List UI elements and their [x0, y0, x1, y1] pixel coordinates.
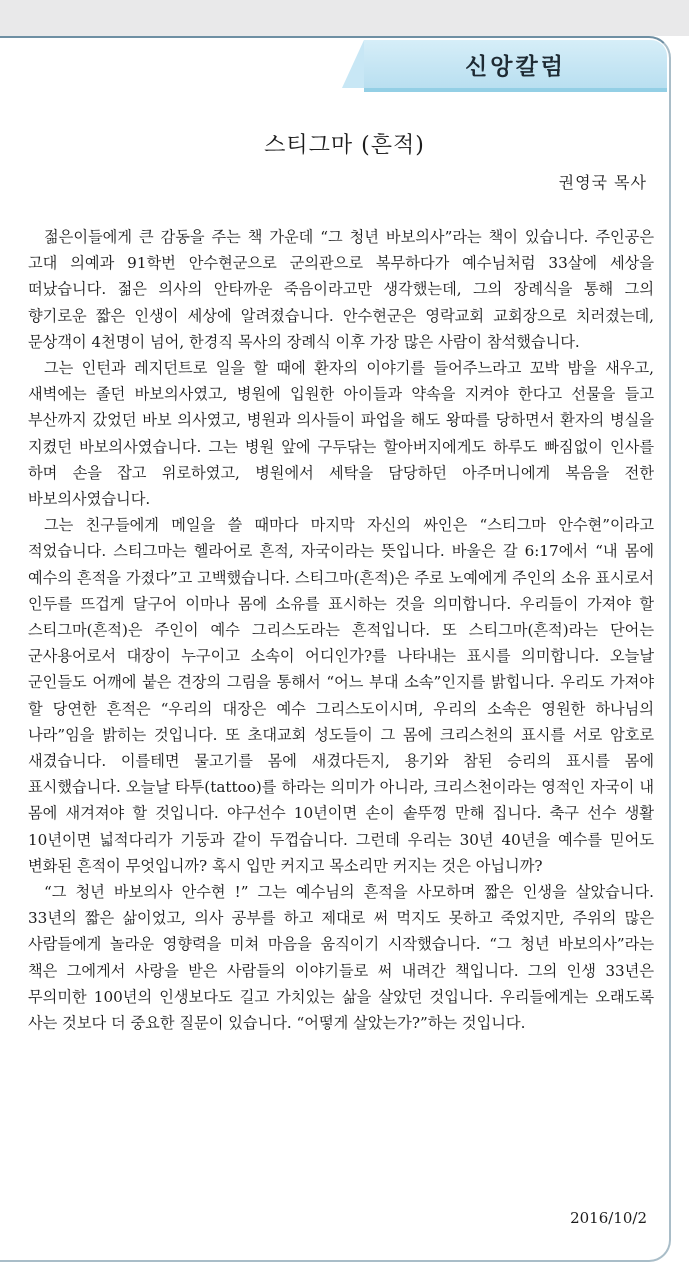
paragraph-1: 젊은이들에게 큰 감동을 주는 책 가운데 “그 청년 바보의사”라는 책이 있습니다. 주인공은 고대 의예과 91학번 안수현군으로 군의관으로 복무하다가 예수님처럼 33살에 세상을 떠났습니다. 젊은 의사의 안타까운 죽음이라고만 생각했는데, 그의 장례식을 통해 그의 향기로운 짧은 인생이 세상에 알려졌습니다. 안수현군은 영락교회 교회장으로 치러졌는데, 문상객이 4천명이 넘어, 한경직 목사의 장례식 이후 가장 많은 사람이 참석했습니다. [28, 228, 654, 351]
article-body [28, 224, 654, 1036]
paragraph-4: “그 청년 바보의사 안수현 !” 그는 예수님의 흔적을 사모하며 짧은 인생을 살았습니다. 33년의 짧은 삶이었고, 의사 공부를 하고 제대로 써 먹지도 못하고 죽었지만, 주위의 많은 사람들에게 놀라운 영향력을 미쳐 마음을 움직이기 시작했습니다. “그 청년 바보의사”라는 책은 그에게서 사랑을 받은 사람들의 이야기들로 써 내려간 책입니다. 그의 인생 33년은 무의미한 100년의 인생보다도 길고 가치있는 삶을 살았던 것입니다. 우리들에게는 오래도록 사는 것보다 더 중요한 질문이 있습니다. “어떻게 살았는가?”하는 것입니다. [28, 883, 654, 1033]
paragraph-2: 그는 인턴과 레지던트로 일을 할 때에 환자의 이야기를 들어주느라고 꼬박 밤을 새우고, 새벽에는 졸던 바보의사였고, 병원에 입원한 아이들과 약속을 지켜야 한다고 선물을 들고 부산까지 갔었던 바보 의사였고, 병원과 의사들이 파업을 해도 왕따를 당하면서 환자의 병실을 지켰던 바보의사였습니다. 그는 병원 앞에 구두닦는 할아버지에게도 하루도 빠짐없이 인사를 하며 손을 잡고 위로하였고, 병원에서 세탁을 담당하던 아주머니에게 복음을 전한 바보의사였습니다. [28, 359, 654, 509]
article-title: 스티그마 (흔적) [264, 133, 425, 158]
article-date: 2016/10/2 [570, 1209, 647, 1227]
section-header-tab [364, 40, 667, 88]
section-title: 신앙칼럼 [465, 53, 566, 80]
paragraph-3: 그는 친구들에게 메일을 쓸 때마다 마지막 자신의 싸인은 “스티그마 안수현”이라고 적었습니다. 스티그마는 헬라어로 흔적, 자국이라는 뜻입니다. 바울은 갈 6:17에서 “내 몸에 예수의 흔적을 가졌다”고 고백했습니다. 스티그마(흔적)은 주로 노예에게 주인의 소유 표시로서 인두를 뜨겁게 달구어 이마나 몸에 소유를 표시하는 것을 의미합니다. 우리들이 가져야 할 스티그마(흔적)은 주인이 예수 그리스도라는 흔적입니다. 또 스티그마(흔적)라는 단어는 군사용어로서 대장이 누구이고 소속이 어디인가?를 나타내는 표시를 의미합니다. 오늘날 군인들도 어깨에 붙은 견장의 그림을 통해서 “어느 부대 소속”인지를 밝힙니다. 우리도 가져야 할 당연한 흔적은 “우리의 대장은 예수 그리스도이시며, 우리의 소속은 영원한 하나님의 나라”임을 밝히는 것입니다. 또 초대교회 성도들이 그 몸에 크리스천의 표시를 서로 암호로 새겼습니다. 이를테면 물고기를 몸에 새겼다든지, 용기와 참된 승리의 표시를 몸에 표시했습니다. 오늘날 타투(tattoo)를 하라는 의미가 아니라, 크리스천이라는 영적인 자국이 내 몸에 새겨져야 할 것입니다. 야구선수 10년이면 손이 솥뚜껑 만해 집니다. 축구 선수 생활 10년이면 넓적다리가 기둥과 같이 두껍습니다. 그런데 우리는 30년 40년을 예수를 믿어도 변화된 흔적이 무엇입니까? 혹시 입만 커지고 목소리만 커지는 것은 아닙니까? [28, 516, 654, 875]
top-margin-strip [0, 0, 689, 36]
article-author: 권영국 목사 [558, 173, 647, 192]
